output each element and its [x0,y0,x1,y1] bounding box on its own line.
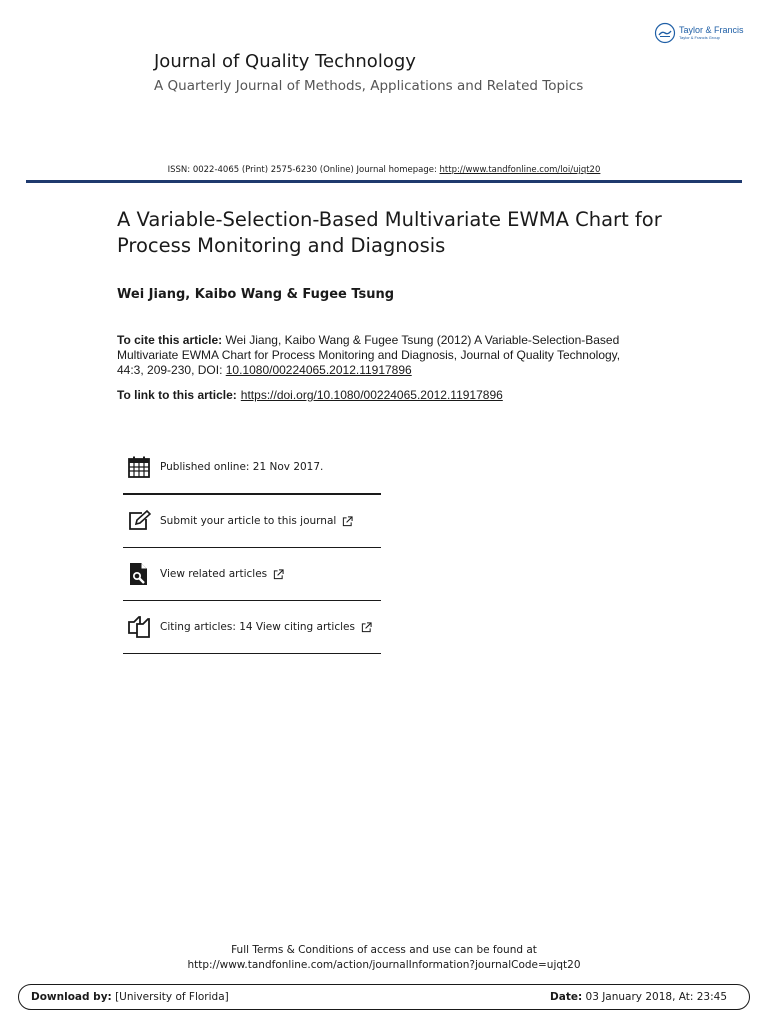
edit-icon [127,509,151,533]
published-date-text: Published online: 21 Nov 2017. [160,460,324,473]
citation-text: Wei Jiang, Kaibo Wang & Fugee Tsung (2012) A Variable-Selection-Based Multivariate EWMA Chart for Process Monitoring and Diagnosis, Journal of Quality Technology, 44:3, 209-230, DOI: [117,333,621,377]
terms-block [0,943,768,973]
citation-label: To cite this article: [117,333,223,347]
citing-articles-row[interactable] [123,601,381,654]
submit-article-row[interactable] [123,495,381,548]
terms-url[interactable]: http://www.tandfonline.com/action/journalInformation?journalCode=ujqt20 [187,959,581,971]
article-title: A Variable-Selection-Based Multivariate EWMA Chart for Process Monitoring and Diagnosis [117,208,662,257]
journal-title: Journal of Quality Technology [154,51,416,72]
header-rule [26,180,742,183]
calendar-icon [127,455,151,479]
issn-text: ISSN: 0022-4065 (Print) 2575-6230 (Online) Journal homepage: [167,165,440,175]
related-articles-link[interactable]: View related articles [160,568,268,580]
citing-articles-link[interactable]: Citing articles: 14 View citing articles [160,621,355,633]
article-authors: Wei Jiang, Kaibo Wang & Fugee Tsung [117,287,395,302]
journal-homepage-link[interactable]: http://www.tandfonline.com/loi/ujqt20 [439,165,601,175]
download-footer [18,984,750,1010]
date-value: 03 January 2018, At: 23:45 [582,991,727,1003]
date-label: Date: [550,991,583,1003]
publisher-name: Taylor & Francis [679,25,744,35]
download-info [31,991,229,1003]
article-info-list [123,440,381,654]
citation-doi-link[interactable]: 10.1080/00224065.2012.11917896 [225,363,412,377]
related-articles-row[interactable] [123,548,381,601]
external-link-icon [342,516,353,527]
link-label: To link to this article: [117,388,237,402]
published-row [123,440,381,495]
publisher-logo [654,22,744,44]
download-value: [University of Florida] [111,991,229,1003]
article-doi-link[interactable]: https://doi.org/10.1080/00224065.2012.11917896 [240,388,503,402]
submit-article-link[interactable]: Submit your article to this journal [160,515,337,527]
search-document-icon [127,562,151,586]
journal-subtitle: A Quarterly Journal of Methods, Applications and Related Topics [154,78,584,94]
citation-block [117,333,647,378]
download-label: Download by: [31,991,112,1003]
external-link-icon [273,569,284,580]
publisher-group: Taylor & Francis Group [679,35,720,40]
taylor-francis-logo-icon [654,22,676,44]
article-link-line [117,388,503,402]
terms-line-1: Full Terms & Conditions of access and use can be found at [231,944,537,956]
issn-line [0,165,768,175]
external-link-icon [361,622,372,633]
date-info [550,991,727,1003]
copy-documents-icon [127,615,151,639]
